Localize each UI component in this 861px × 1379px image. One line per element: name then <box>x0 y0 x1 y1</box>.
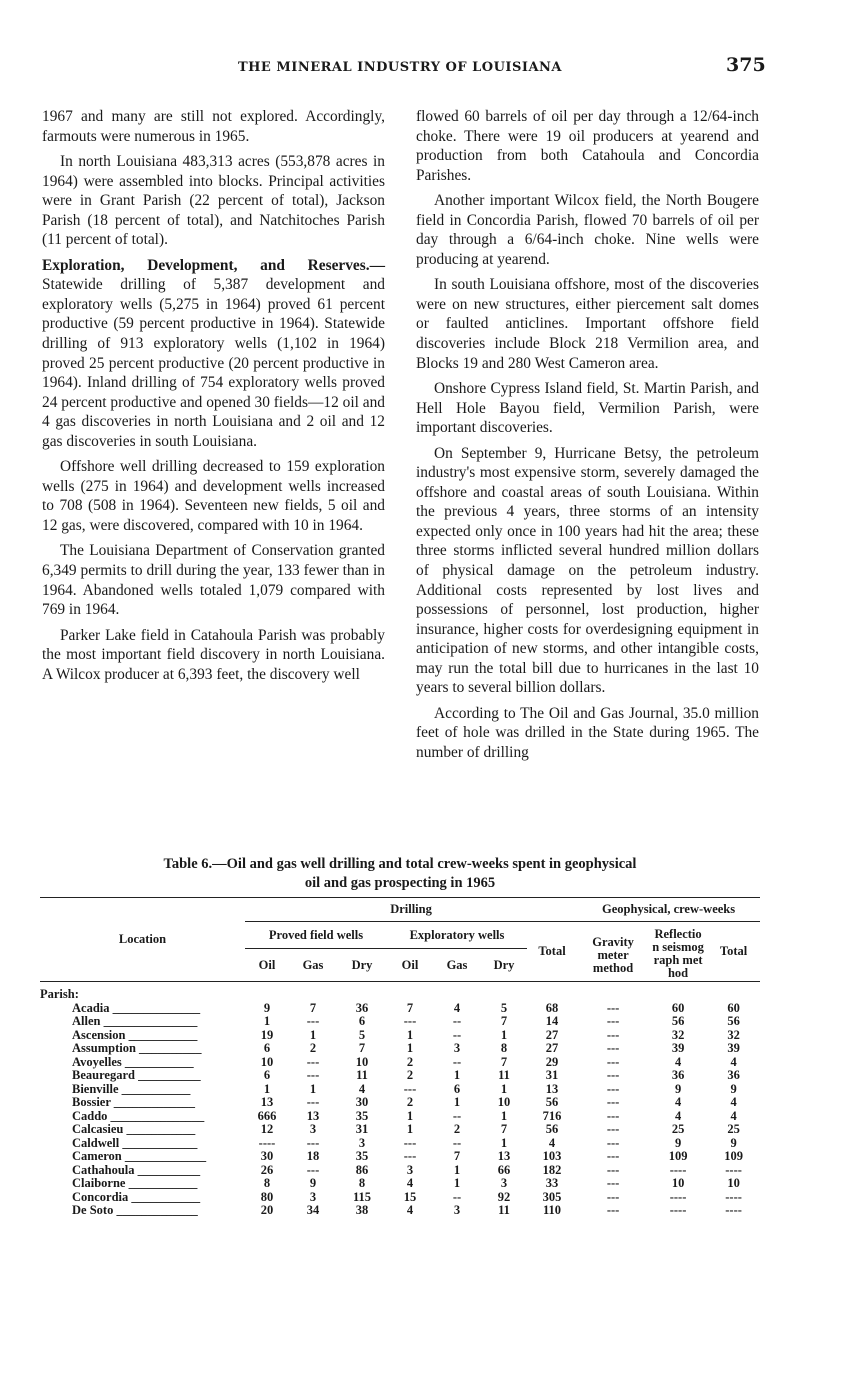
cell-p-dry: 36 <box>355 1001 369 1015</box>
parish-name: Ascension ___________ <box>72 1028 198 1042</box>
cell-gravity: --- <box>606 1150 620 1163</box>
cell-p-gas: 13 <box>306 1109 320 1123</box>
cell-e-gas: 3 <box>453 1204 461 1217</box>
cell-e-dry: 1 <box>500 1136 508 1150</box>
cell-p-oil: 12 <box>260 1123 274 1136</box>
table-row <box>40 1083 760 1097</box>
header-drilling: Drilling <box>245 898 577 922</box>
cell-reflection: 9 <box>674 1136 682 1150</box>
cell-p-dry: 10 <box>355 1055 369 1069</box>
table-row <box>40 1137 760 1151</box>
cell-gravity: --- <box>606 1177 620 1190</box>
parish-name: Claiborne ___________ <box>72 1177 198 1190</box>
header-gravity-meter: Gravity meter method <box>592 935 634 975</box>
cell-e-gas: 1 <box>453 1069 461 1082</box>
cell-reflection: ---- <box>669 1204 687 1217</box>
cell-e-dry: 92 <box>497 1190 511 1204</box>
cell-geo-total: 4 <box>730 1055 737 1069</box>
page-number: 375 <box>726 54 766 76</box>
cell-e-gas: -- <box>452 1109 462 1123</box>
parish-name: Beauregard __________ <box>72 1069 201 1082</box>
paragraph: In north Louisiana 483,313 acres (553,878 acres in 1964) were assembled into blocks. Principal activities were in Grant Parish (22 percent of total), Jackson Parish (18 percent of total), and Natchitoches Parish (11 percent of total). <box>42 153 385 249</box>
cell-p-oil: 30 <box>260 1150 274 1163</box>
header-exploratory-wells: Exploratory wells <box>387 922 527 949</box>
table-row <box>40 1123 760 1137</box>
cell-geo-total: 4 <box>730 1096 737 1109</box>
cell-geo-total: ---- <box>725 1204 742 1217</box>
cell-p-gas: --- <box>306 1096 320 1109</box>
cell-geo-total: 25 <box>727 1123 740 1136</box>
table-row <box>40 1177 760 1191</box>
cell-geo-total: ---- <box>725 1190 742 1204</box>
cell-geo-total: 9 <box>730 1082 737 1096</box>
cell-gravity: --- <box>606 1096 620 1109</box>
cell-e-oil: --- <box>403 1082 417 1096</box>
cell-p-oil: 26 <box>260 1163 274 1177</box>
cell-geo-total: ---- <box>725 1163 742 1177</box>
cell-total: 56 <box>545 1096 559 1109</box>
cell-gravity: --- <box>606 1123 620 1136</box>
cell-e-oil: 1 <box>406 1109 414 1123</box>
cell-e-oil: 2 <box>406 1069 414 1082</box>
cell-total: 33 <box>545 1177 559 1190</box>
table-row <box>40 1002 760 1016</box>
parish-name: Assumption __________ <box>72 1042 202 1055</box>
cell-e-gas: 6 <box>453 1082 461 1096</box>
cell-p-dry: 3 <box>358 1136 366 1150</box>
cell-p-oil: 1 <box>263 1015 271 1028</box>
cell-total: 56 <box>545 1123 559 1136</box>
cell-e-oil: --- <box>403 1150 417 1163</box>
cell-reflection: ---- <box>669 1163 687 1177</box>
cell-geo-total: 109 <box>724 1150 743 1163</box>
paragraph: Offshore well drilling decreased to 159 exploration wells (275 in 1964) and development wells increased to 708 (508 in 1964). Seventeen new fields, 5 oil and 12 gas, were discovered, compared with 10 in 1964. <box>42 458 385 534</box>
cell-e-dry: 7 <box>500 1015 508 1028</box>
cell-total: 4 <box>548 1136 556 1150</box>
cell-e-dry: 5 <box>500 1001 508 1015</box>
cell-e-dry: 1 <box>500 1109 508 1123</box>
cell-reflection: 32 <box>671 1028 685 1042</box>
cell-e-oil: 1 <box>406 1123 414 1136</box>
parish-name: Cathahoula __________ <box>72 1163 201 1177</box>
cell-geo-total: 4 <box>730 1109 737 1123</box>
cell-p-oil: 666 <box>257 1109 277 1123</box>
cell-p-oil: 6 <box>263 1042 271 1055</box>
cell-total: 14 <box>545 1015 559 1028</box>
cell-gravity: --- <box>606 1109 620 1123</box>
table-row <box>40 1191 760 1205</box>
cell-reflection: 4 <box>674 1096 682 1109</box>
parish-name: Bossier _____________ <box>72 1096 196 1109</box>
cell-e-oil: 1 <box>406 1042 414 1055</box>
cell-p-gas: 1 <box>309 1082 317 1096</box>
cell-total: 29 <box>545 1055 559 1069</box>
cell-p-gas: --- <box>306 1055 320 1069</box>
cell-p-gas: --- <box>306 1163 320 1177</box>
cell-p-oil: 13 <box>260 1096 274 1109</box>
cell-e-oil: 2 <box>406 1096 414 1109</box>
cell-reflection: 4 <box>674 1055 682 1069</box>
cell-p-oil: 20 <box>260 1204 274 1217</box>
cell-e-oil: --- <box>403 1015 417 1028</box>
cell-gravity: --- <box>606 1028 620 1042</box>
cell-p-dry: 5 <box>358 1028 366 1042</box>
cell-p-dry: 8 <box>358 1177 366 1190</box>
cell-reflection: 36 <box>671 1069 685 1082</box>
parish-group-label: Parish: <box>40 987 79 1001</box>
cell-total: 110 <box>543 1204 562 1217</box>
header-reflection-seismograph: Reflection seismograph method <box>652 927 704 980</box>
cell-e-dry: 7 <box>500 1123 508 1136</box>
parish-name: Avoyelles ___________ <box>72 1055 194 1069</box>
parish-name: Calcasieu ___________ <box>72 1123 196 1136</box>
cell-e-oil: 4 <box>406 1177 414 1190</box>
cell-gravity: --- <box>606 1015 620 1028</box>
cell-p-dry: 86 <box>355 1163 369 1177</box>
table-row <box>40 1096 760 1110</box>
cell-total: 103 <box>542 1150 562 1163</box>
header-drilling-total: Total <box>538 944 566 958</box>
cell-p-gas: 1 <box>309 1028 317 1042</box>
cell-e-oil: 4 <box>406 1204 414 1217</box>
cell-p-oil: 9 <box>263 1001 271 1015</box>
cell-p-gas: 9 <box>309 1177 317 1190</box>
paragraph-body: Statewide drilling of 5,387 development and exploratory wells (5,275 in 1964) proved 61 percent productive (59 percent productive in 1964). Statewide drilling of 913 exploratory wells (1,102 in 1964) proved 25 percent productive (20 percent productive in 1964). Inland drilling of 754 exploratory wells proved 24 percent productive and opened 30 fields—12 oil and 4 gas discoveries in north Louisiana and 2 oil and 12 gas discoveries in south Louisiana. <box>42 276 385 450</box>
parish-name: Acadia ______________ <box>72 1001 201 1015</box>
caption-line: oil and gas prospecting in 1965 <box>304 875 496 891</box>
cell-e-oil: 2 <box>406 1055 414 1069</box>
table-row <box>40 1204 760 1218</box>
cell-e-oil: 7 <box>406 1001 414 1015</box>
header-oil: Oil <box>401 957 419 972</box>
cell-e-oil: 3 <box>406 1163 414 1177</box>
cell-p-gas: 3 <box>309 1123 317 1136</box>
paragraph: In south Louisiana offshore, most of the discoveries were on new structures, either piercement salt domes or faulted anticlines. Important offshore field discoveries include Block 218 Vermilion area, and Blocks 19 and 280 West Cameron area. <box>416 276 759 372</box>
parish-name: Allen _______________ <box>72 1015 198 1028</box>
cell-geo-total: 32 <box>727 1028 740 1042</box>
cell-e-gas: 1 <box>453 1177 461 1190</box>
cell-reflection: 109 <box>668 1150 688 1163</box>
cell-p-dry: 30 <box>355 1096 369 1109</box>
cell-p-dry: 35 <box>355 1150 369 1163</box>
paragraph: Another important Wilcox field, the North Bougere field in Concordia Parish, flowed 70 barrels of oil per day through a 6/64-inch choke. Nine wells were producing at yearend. <box>416 192 759 268</box>
cell-p-dry: 115 <box>352 1190 372 1204</box>
table-row <box>40 1164 760 1178</box>
cell-e-dry: 8 <box>500 1042 508 1055</box>
header-location: Location <box>118 932 167 946</box>
table-row <box>40 1069 760 1083</box>
parish-name: Cameron _____________ <box>72 1150 207 1163</box>
parish-name: Bienville ___________ <box>72 1082 191 1096</box>
cell-e-dry: 3 <box>500 1177 508 1190</box>
cell-p-oil: 6 <box>263 1069 271 1082</box>
cell-p-dry: 7 <box>358 1042 366 1055</box>
cell-e-dry: 13 <box>497 1150 511 1163</box>
cell-p-gas: --- <box>306 1136 320 1150</box>
cell-p-dry: 6 <box>358 1015 366 1028</box>
header-proved-field-wells: Proved field wells <box>245 922 387 949</box>
section-heading: Exploration, Development, and Reserves.— <box>42 256 385 274</box>
cell-e-dry: 1 <box>500 1028 508 1042</box>
cell-geo-total: 60 <box>727 1001 740 1015</box>
cell-total: 182 <box>542 1163 562 1177</box>
parish-name: De Soto _____________ <box>72 1204 198 1217</box>
paragraph: The Louisiana Department of Conservation granted 6,349 permits to drill during the year, 133 fewer than in 1964. Abandoned wells totaled 1,079 compared with 769 in 1964. <box>42 542 385 619</box>
cell-e-dry: 66 <box>497 1163 511 1177</box>
cell-total: 305 <box>542 1190 562 1204</box>
table-row <box>40 1015 760 1029</box>
cell-geo-total: 56 <box>727 1015 740 1028</box>
cell-p-gas: 2 <box>309 1042 317 1055</box>
table-row <box>40 1029 760 1043</box>
cell-e-gas: 7 <box>453 1150 461 1163</box>
cell-e-dry: 11 <box>498 1204 510 1217</box>
cell-total: 31 <box>545 1069 559 1082</box>
paragraph: On September 9, Hurricane Betsy, the petroleum industry's most expensive storm, severely damaged the offshore and coastal areas of south Louisiana. Within the previous 4 years, three storms of an intensity expected only once in 100 years had hit the area; these three storms inflicted several hundred million dollars of physical damage on the petroleum industry. Additional costs represented by lost lives and possessions of personnel, lost production, higher insurance, higher costs for overdesigning equipment in anticipation of new storms, and other intangible costs, may run the total bill due to hurricanes in the last 10 years to several billion dollars. <box>416 444 759 697</box>
cell-p-gas: --- <box>306 1069 320 1082</box>
cell-e-dry: 11 <box>498 1069 510 1082</box>
cell-geo-total: 39 <box>727 1042 740 1055</box>
cell-e-gas: 1 <box>453 1163 461 1177</box>
cell-p-dry: 4 <box>358 1082 366 1096</box>
cell-e-gas: -- <box>452 1015 462 1028</box>
cell-e-oil: 15 <box>403 1190 417 1204</box>
cell-e-gas: -- <box>452 1055 462 1069</box>
cell-total: 27 <box>545 1042 559 1055</box>
cell-e-gas: 1 <box>453 1096 461 1109</box>
header-oil: Oil <box>258 957 276 972</box>
table-row <box>40 1042 760 1056</box>
cell-p-dry: 35 <box>355 1109 369 1123</box>
paragraph: Parker Lake field in Catahoula Parish was probably the most important field discovery in north Louisiana. A Wilcox producer at 6,393 feet, the discovery well <box>42 626 385 683</box>
right-column <box>416 107 759 769</box>
cell-e-dry: 1 <box>500 1082 508 1096</box>
paragraph: flowed 60 barrels of oil per day through a 12/64-inch choke. There were 19 oil producers at yearend and production from both Catahoula and Concordia Parishes. <box>416 108 759 184</box>
cell-p-oil: 1 <box>263 1082 271 1096</box>
cell-e-gas: -- <box>452 1136 462 1150</box>
cell-p-oil: 80 <box>260 1190 274 1204</box>
running-header: THE MINERAL INDUSTRY OF LOUISIANA <box>237 60 563 75</box>
cell-p-dry: 11 <box>356 1069 368 1082</box>
cell-total: 13 <box>545 1082 559 1096</box>
cell-reflection: 10 <box>671 1177 685 1190</box>
cell-geo-total: 9 <box>730 1136 737 1150</box>
cell-e-gas: -- <box>452 1028 462 1042</box>
cell-total: 27 <box>545 1028 559 1042</box>
cell-e-oil: --- <box>403 1136 417 1150</box>
table-row <box>40 1150 760 1164</box>
header-gas: Gas <box>302 957 324 972</box>
cell-total: 716 <box>542 1109 562 1123</box>
cell-p-oil: 19 <box>260 1028 274 1042</box>
cell-p-gas: 7 <box>309 1001 317 1015</box>
header-geophysical: Geophysical, crew-weeks <box>577 898 760 922</box>
cell-p-oil: 8 <box>263 1177 271 1190</box>
cell-p-gas: --- <box>306 1015 320 1028</box>
table-row <box>40 1056 760 1070</box>
cell-gravity: --- <box>606 1042 620 1055</box>
parish-name: Concordia ___________ <box>72 1190 201 1204</box>
parish-name: Caldwell ____________ <box>72 1136 198 1150</box>
table-row <box>40 1110 760 1124</box>
cell-geo-total: 36 <box>727 1069 740 1082</box>
cell-gravity: --- <box>606 1190 620 1204</box>
header-geophysical-total: Total <box>719 944 748 958</box>
cell-e-gas: 4 <box>453 1001 461 1015</box>
table-caption <box>40 855 760 893</box>
cell-reflection: 60 <box>671 1001 685 1015</box>
cell-reflection: ---- <box>669 1190 687 1204</box>
cell-e-gas: -- <box>452 1190 462 1204</box>
cell-gravity: --- <box>606 1069 620 1082</box>
cell-p-gas: 34 <box>306 1204 320 1217</box>
cell-p-gas: 18 <box>306 1150 320 1163</box>
cell-e-gas: 3 <box>453 1042 461 1055</box>
drilling-table <box>40 897 760 1218</box>
cell-p-oil: 10 <box>260 1055 274 1069</box>
cell-gravity: --- <box>606 1204 620 1217</box>
cell-gravity: --- <box>606 1136 620 1150</box>
cell-p-oil: ---- <box>258 1136 276 1150</box>
cell-gravity: --- <box>606 1082 620 1096</box>
cell-total: 68 <box>545 1001 559 1015</box>
cell-e-oil: 1 <box>406 1028 414 1042</box>
paragraph: 1967 and many are still not explored. Accordingly, farmouts were numerous in 1965. <box>42 108 385 145</box>
header-gas: Gas <box>446 957 468 972</box>
parish-name: Caddo _______________ <box>72 1109 205 1123</box>
cell-gravity: --- <box>606 1055 620 1069</box>
paragraph <box>42 256 385 451</box>
paragraph: Onshore Cypress Island field, St. Martin Parish, and Hell Hole Bayou field, Vermilion Parish, were important discoveries. <box>416 380 759 437</box>
paragraph: According to The Oil and Gas Journal, 35.0 million feet of hole was drilled in the State during 1965. The number of drilling <box>416 704 759 761</box>
cell-gravity: --- <box>606 1163 620 1177</box>
cell-p-gas: 3 <box>309 1190 317 1204</box>
left-column <box>42 107 385 690</box>
cell-e-dry: 10 <box>497 1096 511 1109</box>
cell-reflection: 56 <box>671 1015 685 1028</box>
table-body <box>40 982 760 1218</box>
caption-line: Table 6.—Oil and gas well drilling and total crew-weeks spent in geophysical <box>163 856 637 872</box>
header-dry: Dry <box>493 957 515 972</box>
header-dry: Dry <box>351 957 373 972</box>
cell-e-dry: 7 <box>500 1055 508 1069</box>
cell-reflection: 25 <box>671 1123 685 1136</box>
cell-reflection: 39 <box>671 1042 685 1055</box>
cell-reflection: 9 <box>674 1082 682 1096</box>
cell-e-gas: 2 <box>453 1123 461 1136</box>
cell-p-dry: 31 <box>355 1123 369 1136</box>
cell-p-dry: 38 <box>355 1204 369 1217</box>
cell-reflection: 4 <box>674 1109 682 1123</box>
cell-gravity: --- <box>606 1001 620 1015</box>
cell-geo-total: 10 <box>727 1177 740 1190</box>
